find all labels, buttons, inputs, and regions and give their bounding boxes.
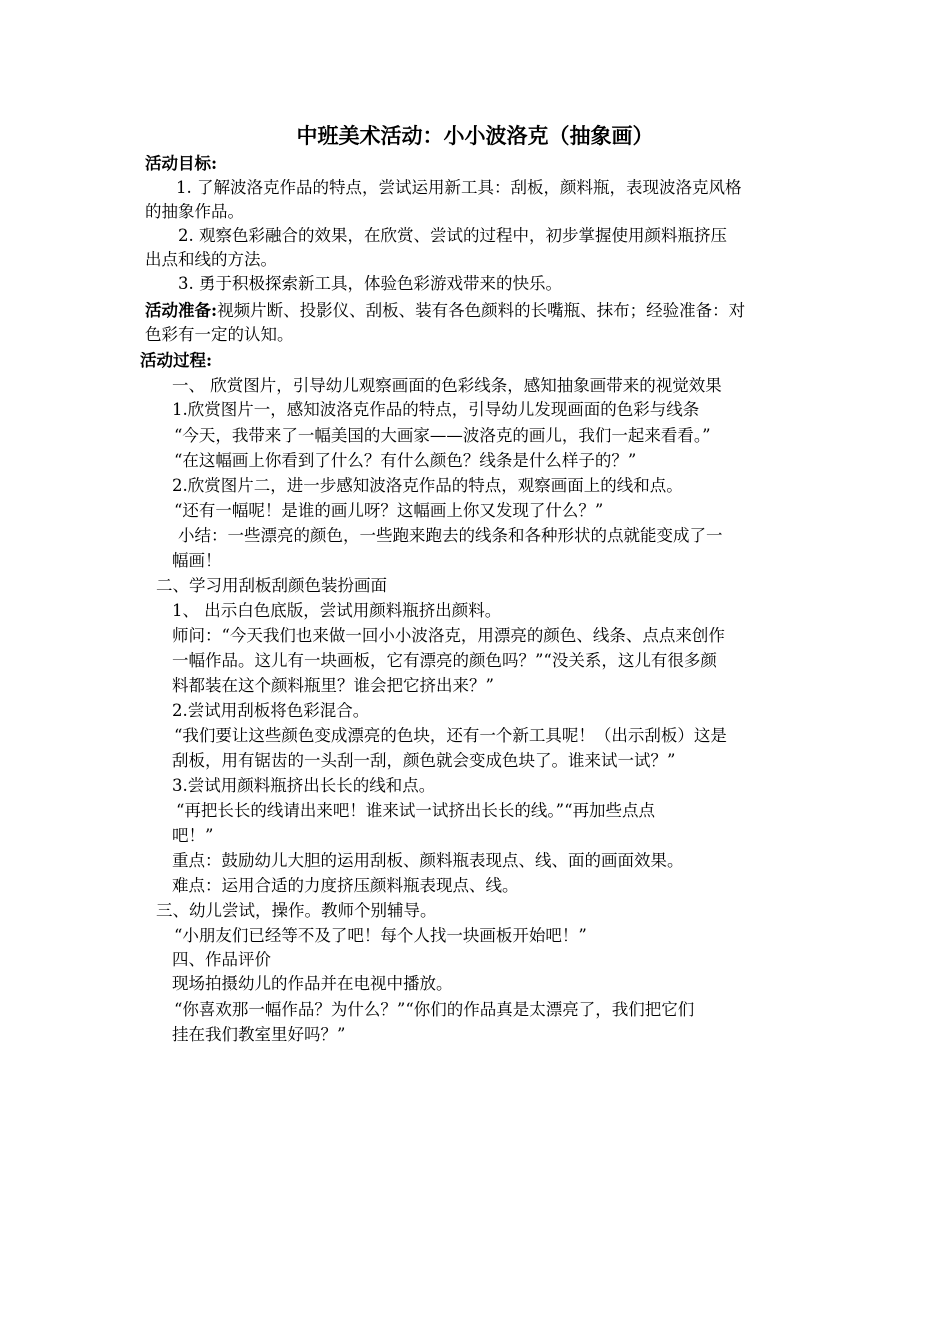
section-1-step-1-quote-2: “在这幅画上你看到了什么？有什么颜色？线条是什么样子的？” bbox=[174, 451, 637, 470]
goal-1-line-1: 1. 了解波洛克作品的特点，尝试运用新工具：刮板，颜料瓶，表现波洛克风格 bbox=[176, 178, 742, 197]
section-2-step-1-quote-line-2: 一幅作品。这儿有一块画板，它有漂亮的颜色吗？”“没关系，这儿有很多颜 bbox=[172, 651, 717, 670]
section-2-step-2-quote-line-1: “我们要让这些颜色变成漂亮的色块，还有一个新工具呢！（出示刮板）这是 bbox=[174, 726, 727, 745]
section-2-step-2: 2.尝试用刮板将色彩混合。 bbox=[172, 701, 370, 720]
section-1-step-1: 1.欣赏图片一，感知波洛克作品的特点，引导幼儿发现画面的色彩与线条 bbox=[172, 400, 700, 419]
section-1-title: 一、 欣赏图片，引导幼儿观察画面的色彩线条，感知抽象画带来的视觉效果 bbox=[172, 376, 722, 395]
goal-1-line-2: 的抽象作品。 bbox=[145, 202, 244, 221]
section-2-step-3: 3.尝试用颜料瓶挤出长长的线和点。 bbox=[172, 776, 436, 795]
document-title: 中班美术活动：小小波洛克（抽象画） bbox=[296, 123, 654, 148]
section-2-step-3-quote-line-1: “再把长长的线请出来吧！谁来试一试挤出长长的线。”“再加些点点 bbox=[176, 801, 656, 820]
section-1-step-2: 2.欣赏图片二，进一步感知波洛克作品的特点，观察画面上的线和点。 bbox=[172, 476, 683, 495]
section-1-summary-line-2: 幅画！ bbox=[172, 551, 222, 570]
section-2-key-point: 重点：鼓励幼儿大胆的运用刮板、颜料瓶表现点、线、面的画面效果。 bbox=[172, 851, 684, 870]
section-1-step-2-quote: “还有一幅呢！是谁的画儿呀？这幅画上你又发现了什么？” bbox=[174, 501, 604, 520]
section-2-step-2-quote-line-2: 刮板，用有锯齿的一头刮一刮，颜色就会变成色块了。谁来试一试？” bbox=[172, 751, 676, 770]
section-1-step-1-quote-1: “今天，我带来了一幅美国的大画家——波洛克的画儿，我们一起来看看。” bbox=[174, 426, 711, 445]
preparation-line-1 bbox=[145, 299, 745, 323]
section-4-quote-line-1: “你喜欢那一幅作品？为什么？”“你们的作品真是太漂亮了，我们把它们 bbox=[174, 1000, 695, 1019]
section-1-summary-line-1: 小结：一些漂亮的颜色，一些跑来跑去的线条和各种形状的点就能变成了一 bbox=[178, 526, 723, 545]
section-2-step-1-quote-line-3: 料都装在这个颜料瓶里？谁会把它挤出来？” bbox=[172, 676, 494, 695]
section-4-quote-line-2: 挂在我们教室里好吗？” bbox=[172, 1025, 346, 1044]
preparation-line-2: 色彩有一定的认知。 bbox=[145, 325, 294, 344]
section-3-quote: “小朋友们已经等不及了吧！每个人找一块画板开始吧！” bbox=[174, 926, 587, 945]
goals-heading: 活动目标: bbox=[145, 154, 218, 173]
process-heading: 活动过程: bbox=[140, 351, 213, 370]
section-2-step-3-quote-line-2: 吧！” bbox=[172, 826, 214, 845]
section-2-difficult-point: 难点：运用合适的力度挤压颜料瓶表现点、线。 bbox=[172, 876, 519, 895]
goal-2-line-1: 2. 观察色彩融合的效果，在欣赏、尝试的过程中，初步掌握使用颜料瓶挤压 bbox=[178, 226, 727, 245]
section-2-step-1: 1、 出示白色底版，尝试用颜料瓶挤出颜料。 bbox=[172, 601, 502, 620]
section-3-title: 三、幼儿尝试，操作。教师个别辅导。 bbox=[156, 901, 437, 920]
goal-3: 3. 勇于积极探索新工具，体验色彩游戏带来的快乐。 bbox=[178, 274, 562, 293]
section-4-text: 现场拍摄幼儿的作品并在电视中播放。 bbox=[172, 974, 453, 993]
preparation-label: 活动准备: bbox=[145, 301, 218, 320]
preparation-text: 视频片断、投影仪、刮板、装有各色颜料的长嘴瓶、抹布；经验准备：对 bbox=[217, 301, 746, 320]
goal-2-line-2: 出点和线的方法。 bbox=[145, 250, 277, 269]
section-2-step-1-quote-line-1: 师问：“今天我们也来做一回小小波洛克，用漂亮的颜色、线条、点点来创作 bbox=[172, 626, 725, 645]
section-2-title: 二、学习用刮板刮颜色装扮画面 bbox=[156, 576, 387, 595]
section-4-title: 四、作品评价 bbox=[172, 950, 271, 969]
